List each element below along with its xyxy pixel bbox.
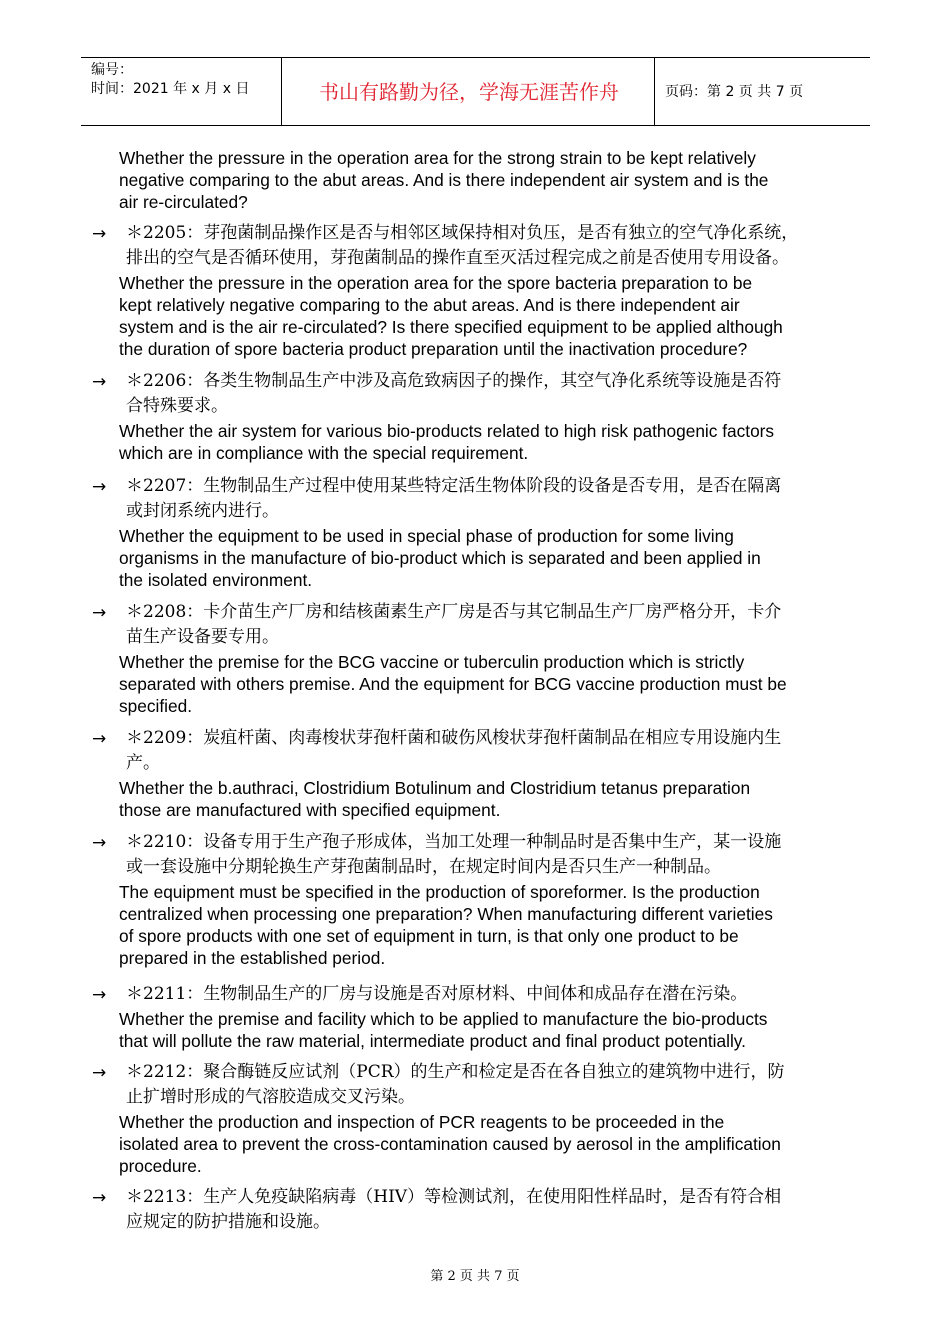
english-line: organisms in the manufacture of bio-product which is separated and been applied in [119, 548, 761, 568]
english-line: The equipment must be specified in the production of sporeformer. Is the production [119, 882, 760, 902]
item-chinese-text [126, 726, 866, 776]
english-line: of spore products with one set of equipment in turn, is that only one product to be [119, 926, 739, 946]
english-line: those are manufactured with specified equipment. [119, 800, 501, 820]
chinese-line: 或一套设施中分期轮换生产芽孢菌制品时，在规定时间内是否只生产一种制品。 [126, 857, 721, 877]
item-chinese-text [126, 474, 866, 524]
bullet-arrow-icon: → [92, 603, 107, 623]
bullet-arrow-icon: → [92, 985, 107, 1005]
chinese-line: ＊2212：聚合酶链反应试剂（PCR）的生产和检定是否在各自独立的建筑物中进行，防 [126, 1062, 785, 1082]
english-line: the duration of spore bacteria product preparation until the inactivation procedure? [119, 339, 748, 359]
chinese-line: ＊2211：生物制品生产的厂房与设施是否对原材料、中间体和成品存在潜在污染。 [126, 984, 748, 1004]
english-line: system and is the air re-circulated? Is there specified equipment to be applied although [119, 317, 783, 337]
item-chinese-text [126, 600, 866, 650]
chinese-line: ＊2207：生物制品生产过程中使用某些特定活生物体阶段的设备是否专用，是否在隔离 [126, 476, 782, 496]
item-chinese-text [126, 221, 866, 271]
item-english-text [119, 1008, 864, 1052]
item-chinese-text [126, 1060, 866, 1110]
english-line: prepared in the established period. [119, 948, 386, 968]
english-line: the isolated environment. [119, 570, 313, 590]
english-line: which are in compliance with the special requirement. [119, 443, 529, 463]
item-chinese-text [126, 830, 866, 880]
chinese-line: 苗生产设备要专用。 [126, 627, 279, 647]
chinese-line: ＊2209：炭疽杆菌、肉毒梭状芽孢杆菌和破伤风梭状芽孢杆菌制品在相应专用设施内生 [126, 728, 782, 748]
chinese-line: ＊2210：设备专用于生产孢子形成体，当加工处理一种制品时是否集中生产，某一设施 [126, 832, 782, 852]
intro-line: negative comparing to the abut areas. And is there independent air system and is the [119, 170, 769, 190]
english-line: Whether the b.authraci, Clostridium Botulinum and Clostridium tetanus preparation [119, 778, 751, 798]
item-chinese-text [126, 982, 866, 1007]
bullet-arrow-icon: → [92, 729, 107, 749]
document-date-label: 时间：2021 年 x 月 x 日 [91, 81, 250, 97]
chinese-line: 合特殊要求。 [126, 396, 228, 416]
chinese-line: ＊2208：卡介苗生产厂房和结核菌素生产厂房是否与其它制品生产厂房严格分开，卡介 [126, 602, 782, 622]
intro-line: Whether the pressure in the operation area for the strong strain to be kept relatively [119, 148, 756, 168]
chinese-line: ＊2205：芽孢菌制品操作区是否与相邻区域保持相对负压，是否有独立的空气净化系统， [126, 223, 799, 243]
document-number-label: 编号： [91, 62, 133, 78]
english-line: procedure. [119, 1156, 202, 1176]
item-chinese-text [126, 369, 866, 419]
english-line: Whether the equipment to be used in special phase of production for some living [119, 526, 734, 546]
item-english-text [119, 777, 864, 821]
english-line: Whether the production and inspection of PCR reagents to be proceeded in the [119, 1112, 725, 1132]
bullet-arrow-icon: → [92, 1063, 107, 1083]
intro-paragraph [119, 147, 864, 213]
item-english-text [119, 881, 864, 969]
english-line: Whether the air system for various bio-products related to high risk pathogenic factors [119, 421, 775, 441]
item-english-text [119, 1111, 864, 1177]
item-english-text [119, 420, 864, 464]
item-english-text [119, 651, 864, 717]
english-line: isolated area to prevent the cross-contamination caused by aerosol in the amplification [119, 1134, 781, 1154]
english-line: Whether the premise and facility which to be applied to manufacture the bio-products [119, 1009, 768, 1029]
bullet-arrow-icon: → [92, 477, 107, 497]
chinese-line: 止扩增时形成的气溶胶造成交叉污染。 [126, 1087, 415, 1107]
bullet-arrow-icon: → [92, 1188, 107, 1208]
bullet-arrow-icon: → [92, 833, 107, 853]
bullet-arrow-icon: → [92, 372, 107, 392]
chinese-line: ＊2213：生产人免疫缺陷病毒（HIV）等检测试剂，在使用阳性样品时，是否有符合相 [126, 1187, 782, 1207]
chinese-line: 应规定的防护措施和设施。 [126, 1212, 330, 1232]
chinese-line: 或封闭系统内进行。 [126, 501, 279, 521]
english-line: separated with others premise. And the equipment for BCG vaccine production must be [119, 674, 787, 694]
chinese-line: 产。 [126, 753, 160, 773]
chinese-line: 排出的空气是否循环使用，芽孢菌制品的操作直至灭活过程完成之前是否使用专用设备。 [126, 248, 789, 268]
english-line: kept relatively negative comparing to the abut areas. And is there independent air [119, 295, 740, 315]
chinese-line: ＊2206：各类生物制品生产中涉及高危致病因子的操作，其空气净化系统等设施是否符 [126, 371, 782, 391]
english-line: Whether the premise for the BCG vaccine or tuberculin production which is strictly [119, 652, 745, 672]
intro-line: air re-circulated? [119, 192, 248, 212]
header-motto: 书山有路勤为径，学海无涯苦作舟 [319, 80, 619, 104]
page-number-label: 页码：第 2 页 共 7 页 [665, 84, 804, 100]
page-footer: 第 2 页 共 7 页 [430, 1269, 520, 1284]
page-header [81, 57, 870, 126]
header-page-cell [655, 58, 870, 125]
header-motto-cell [281, 58, 655, 125]
english-line: specified. [119, 696, 193, 716]
bullet-arrow-icon: → [92, 224, 107, 244]
header-info-cell [81, 58, 281, 125]
item-chinese-text [126, 1185, 866, 1235]
english-line: centralized when processing one preparation? When manufacturing different varieties [119, 904, 773, 924]
item-english-text [119, 525, 864, 591]
english-line: Whether the pressure in the operation area for the spore bacteria preparation to be [119, 273, 753, 293]
english-line: that will pollute the raw material, intermediate product and final product potentially. [119, 1031, 746, 1051]
item-english-text [119, 272, 864, 360]
